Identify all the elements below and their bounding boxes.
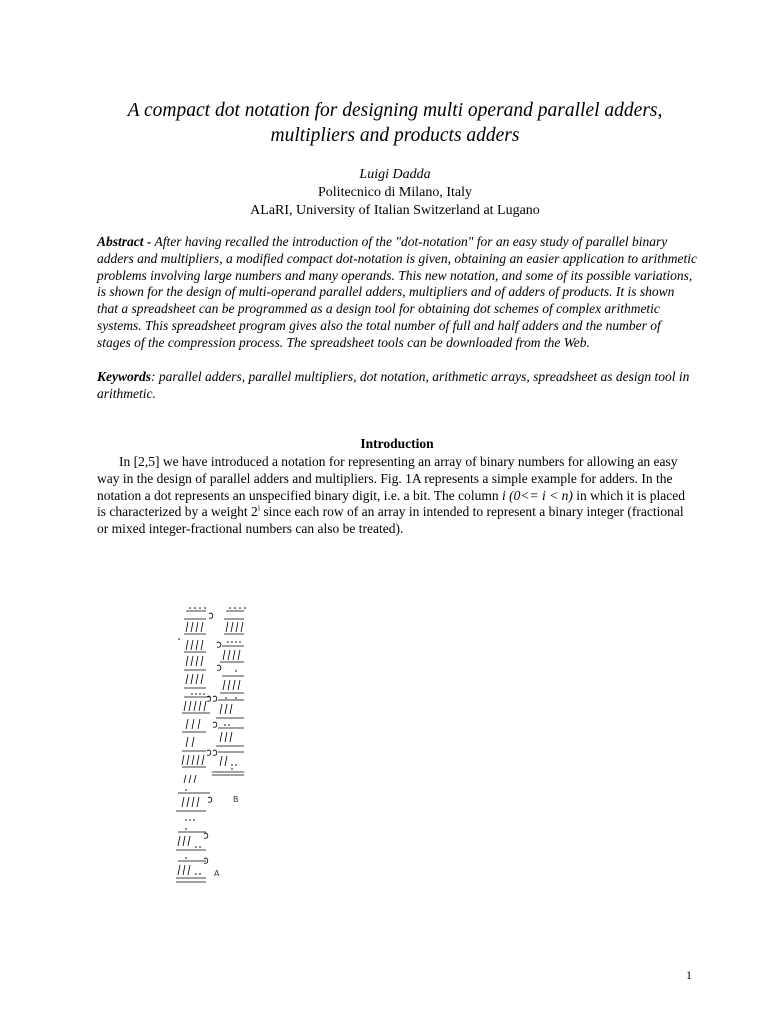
abstract-body: After having recalled the introduction of the "dot-notation" for an easy study of parallel binary adders and multipliers, a modified compact dot-notation is given, obtaining an easier application to arithmetic problems involving large numbers and many operands. This new notation, and some of its possible variations, is shown for the design of multi-operand parallel adders, multipliers and of adders of products. It is shown that a spreadsheet can be programmed as a design tool for obtaining dot schemes of complex arithmetic systems. This spreadsheet program gives also the total number of full and half adders and the number of stages of the compression process. The spreadsheet tools can be downloaded from the Web. — [97, 234, 697, 350]
connector-8 — [204, 833, 208, 838]
figure-label-b: B — [233, 795, 239, 804]
abstract — [97, 234, 697, 352]
intro-text-2: in which it is placed is characterized by a weight 2 — [97, 487, 685, 520]
abstract-lead: Abstract - — [97, 234, 152, 249]
introduction-paragraph — [97, 454, 697, 538]
connector-4 — [207, 696, 217, 701]
page-number: 1 — [686, 968, 692, 982]
connector-6 — [207, 750, 217, 755]
author-block — [90, 166, 700, 220]
author-affiliation-2: ALaRI, University of Italian Switzerland at Lugano — [250, 203, 540, 218]
paper-title: A compact dot notation for designing multi operand parallel adders, multipliers and products adders — [127, 100, 663, 146]
right-array-3 — [212, 700, 244, 775]
keywords — [97, 369, 697, 403]
figure-strokes — [176, 611, 244, 882]
author-affiliation-1: Politecnico di Milano, Italy — [318, 185, 472, 200]
left-array-4 — [176, 793, 210, 882]
figure-label-a: A — [214, 869, 220, 878]
left-array-2 — [184, 640, 206, 688]
connector-1 — [209, 613, 213, 618]
right-array-1 — [224, 611, 244, 634]
keywords-body: : parallel adders, parallel multipliers, dot notation, arithmetic arrays, spreadsheet as design tool in arithmetic. — [97, 369, 690, 401]
figure-dots — [178, 607, 246, 875]
connector-3 — [217, 665, 221, 670]
right-array-2 — [220, 646, 244, 693]
connector-9 — [204, 858, 208, 863]
author-name: Luigi Dadda — [359, 167, 431, 182]
keywords-lead: Keywords — [97, 369, 151, 384]
intro-text-3: since each row of an array in intended to represent a binary integer (fractional or mixed integer-fractional numbers can also be treated). — [97, 504, 684, 537]
intro-text-1: In [2,5] we have introduced a notation for representing an array of binary numbers for allowing an easy way in the design of parallel adders and multipliers. Fig. 1A represents a simple example for adders. In the notation a dot represents an unspecified binary digit, i.e. a bit. The column — [97, 454, 678, 503]
intro-superscript: i — [257, 503, 261, 513]
left-array-1 — [184, 611, 206, 634]
connector-2 — [217, 642, 221, 647]
left-array-3 — [182, 697, 210, 783]
connector-5 — [213, 722, 217, 727]
introduction-heading: Introduction — [360, 436, 434, 451]
intro-index-range: i (0<= i < n) — [502, 487, 573, 503]
connector-7 — [208, 797, 212, 802]
